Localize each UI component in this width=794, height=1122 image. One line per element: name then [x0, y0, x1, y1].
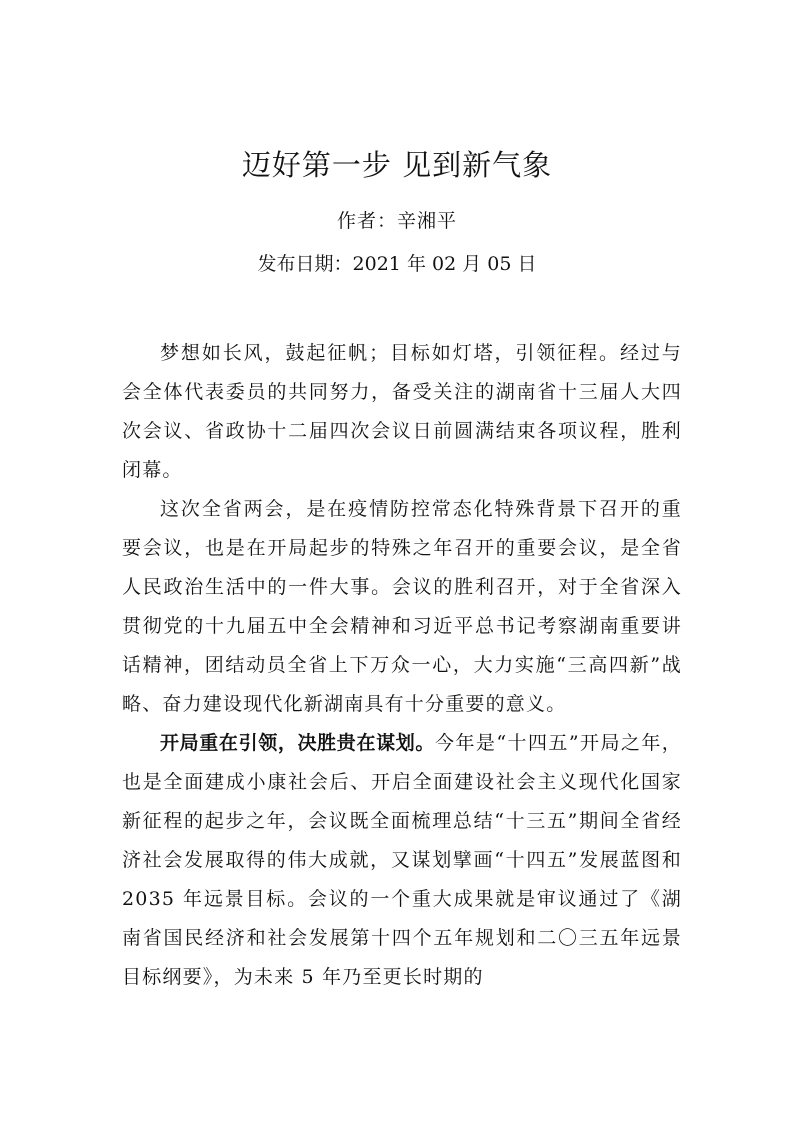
- paragraph-text: 梦想如长风，鼓起征帆；目标如灯塔，引领征程。经过与会全体代表委员的共同努力，备受关注的湖南省十三届人大四次会议、省政协十二届四次会议日前圆满结束各项议程，胜利闭幕。: [122, 342, 682, 481]
- article-body: [122, 334, 682, 997]
- page-title: 迈好第一步 见到新气象: [241, 148, 553, 182]
- paragraph-text: 今年是“十四五”开局之年，也是全面建成小康社会后、开启全面建设社会主义现代化国家新征程的起步之年，会议既全面梳理总结“十三五”期间全省经济社会发展取得的伟大成就，又谋划擘画“十四五”发展蓝图和 2035 年远景目标。会议的一个重大成果就是审议通过了《湖南省国民经济和社会发展第十四个五年规划和二〇三五年远景目标纲要》，为未来 5 年乃至更长时期的: [122, 732, 682, 988]
- paragraph-lead: 开局重在引领，决胜贵在谋划。: [160, 732, 436, 754]
- author-line: 作者：辛湘平: [336, 210, 457, 232]
- publish-date: 发布日期：2021 年 02 月 05 日: [257, 253, 537, 275]
- paragraph-1: [122, 334, 682, 490]
- paragraph-3: [122, 724, 682, 997]
- paragraph-2: [122, 490, 682, 724]
- paragraph-text: 这次全省两会，是在疫情防控常态化特殊背景下召开的重要会议，也是在开局起步的特殊之年召开的重要会议，是全省人民政治生活中的一件大事。会议的胜利召开，对于全省深入贯彻党的十九届五中全会精神和习近平总书记考察湖南重要讲话精神，团结动员全省上下万众一心，大力实施“三高四新”战略、奋力建设现代化新湖南具有十分重要的意义。: [122, 498, 682, 715]
